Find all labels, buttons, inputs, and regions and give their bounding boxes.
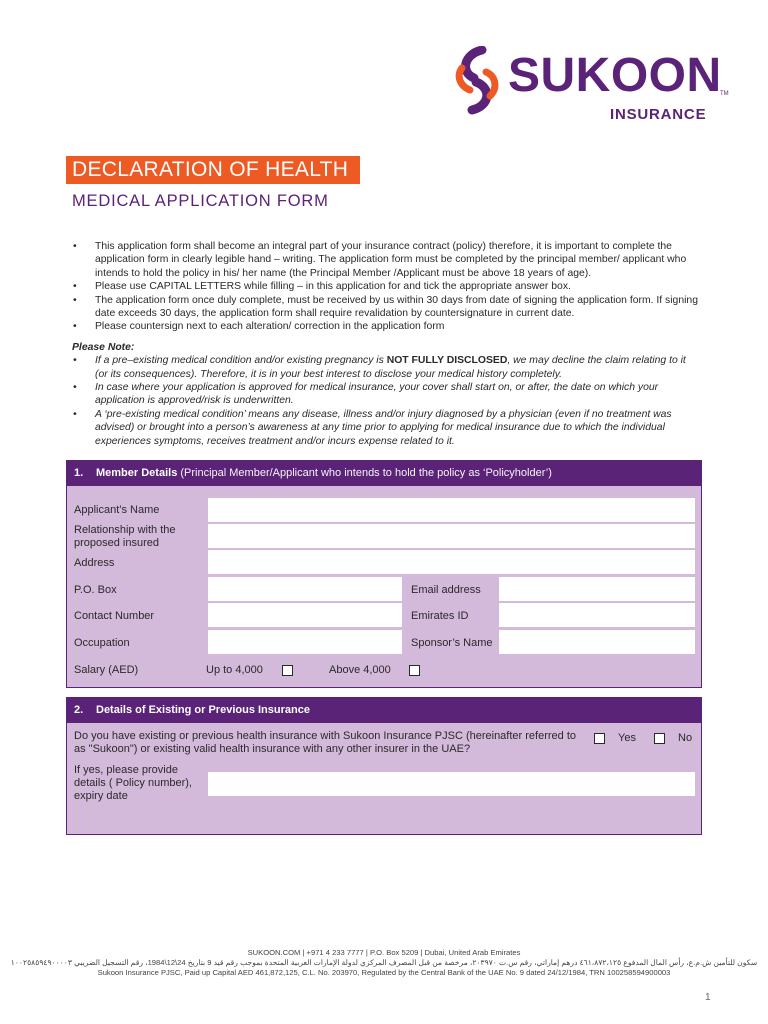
policy-details-input[interactable] <box>208 772 695 796</box>
instruction-item <box>72 280 700 293</box>
section-2-title: Details of Existing or Previous Insurance <box>96 704 310 716</box>
instruction-item <box>72 320 700 333</box>
salary-up-to-label: Up to 4,000 <box>206 664 263 676</box>
note-text: In case where your application is approved for medical insurance, your cover shall start on, or after, the date on which your application is approved/risk is underwritten. <box>95 382 659 407</box>
email-label: Email address <box>411 584 481 596</box>
salary-above-checkbox[interactable] <box>409 665 420 676</box>
instruction-text: The application form once duly complete, must be received by us within 30 days from date of signing the application form. If signing date exceeds 30 days, the application form shall require revalidation by countersignature in current date. <box>95 294 698 320</box>
page-number: 1 <box>705 992 711 1003</box>
sukoon-logo <box>452 46 727 126</box>
note-list <box>72 354 700 448</box>
logo-wordmark: SUKOON <box>508 49 722 102</box>
logo-trademark: TM <box>720 91 729 97</box>
instruction-emphasis: CAPITAL LETTERS <box>149 281 242 293</box>
occupation-input[interactable] <box>208 630 402 654</box>
relationship-label: Relationship with the proposed insured <box>74 524 176 549</box>
footer <box>0 948 768 978</box>
existing-insurance-yes-label: Yes <box>618 732 636 744</box>
note-text: , we may decline the claim relating to it (or its consequences). Therefore, it is in your best interest to disclose your medical history completely. <box>95 355 686 380</box>
note-item <box>72 408 700 448</box>
address-label: Address <box>74 557 115 569</box>
note-item <box>72 381 700 408</box>
footer-arabic: سكون للتأمين ش.م.ع، رأس المال المدفوع ٤٦١،٨٧٢،١٢٥ درهم إماراتي، رقم س.ت ٢٠٣٩٧٠، مرخصة من قبل المصرف المركزي لدولة الإمارات العربية المتحدة بموجب رقم قيد 9 بتاريخ 24\12\1984، رقم التسجيل الضريبي ١٠٠٢٥٨٥٩٤٩٠٠٠٠٣ <box>10 958 758 967</box>
section-1-number: 1. <box>74 467 84 479</box>
relationship-input[interactable] <box>208 524 695 548</box>
note-item <box>72 354 700 381</box>
contact-number-input[interactable] <box>208 603 402 627</box>
logo-subtitle: INSURANCE <box>610 106 707 123</box>
instruction-item <box>72 294 700 321</box>
instructions <box>72 240 700 448</box>
instruction-text: Please use <box>95 281 150 293</box>
note-text: If a pre–existing medical condition and/or existing pregnancy is <box>95 355 387 367</box>
email-input[interactable] <box>499 577 695 601</box>
sponsor-name-label: Sponsor’s Name <box>411 637 493 649</box>
note-text: A ‘pre-existing medical condition’ means any disease, illness and/or injury diagnosed by a physician (even if no treatment was advised) or brought into a person’s awareness at any time prior to applying for medical insurance due to which the individual experiences symptoms, receives treatment and/or incurs expense related to it. <box>95 408 672 447</box>
page-subtitle: MEDICAL APPLICATION FORM <box>72 192 329 210</box>
applicant-name-input[interactable] <box>208 498 695 522</box>
note-emphasis: NOT FULLY DISCLOSED <box>386 355 508 367</box>
address-input[interactable] <box>208 550 695 574</box>
section-1-header <box>66 460 702 486</box>
po-box-input[interactable] <box>208 577 402 601</box>
applicant-name-label: Applicant’s Name <box>74 504 160 516</box>
section-1-body <box>66 486 702 688</box>
po-box-label: P.O. Box <box>74 584 117 596</box>
footer-legal: Sukoon Insurance PJSC, Paid up Capital AED 461,872,125, C.L. No. 203970, Regulated by the Central Bank of the UAE No. 9 dated 24/12/1984, TRN 100258594900003 <box>97 968 671 977</box>
salary-above-label: Above 4,000 <box>329 664 391 676</box>
policy-details-label: If yes, please provide details ( Policy number), expiry date <box>74 764 192 802</box>
section-2-number: 2. <box>74 704 84 716</box>
salary-label: Salary (AED) <box>74 664 139 676</box>
existing-insurance-question: Do you have existing or previous health insurance with Sukoon Insurance PJSC (hereinafter referred to as "Sukoon") or existing valid health insurance with any other insurer in the UAE? <box>74 730 576 755</box>
note-title: Please Note: <box>72 341 135 353</box>
section-2-header <box>66 697 702 723</box>
instruction-text: Please countersign next to each alteration/ correction in the application form <box>95 321 445 333</box>
sukoon-logo-mark-icon <box>452 46 504 116</box>
section-1-title-text: Member Details <box>96 467 178 479</box>
section-1-title <box>96 460 552 486</box>
occupation-label: Occupation <box>74 637 130 649</box>
existing-insurance-no-label: No <box>678 732 693 744</box>
sponsor-name-input[interactable] <box>499 630 695 654</box>
emirates-id-input[interactable] <box>499 603 695 627</box>
emirates-id-label: Emirates ID <box>411 610 469 622</box>
contact-number-label: Contact Number <box>74 610 155 622</box>
footer-contact: SUKOON.COM | +971 4 233 7777 | P.O. Box 5209 | Dubai, United Arab Emirates <box>247 948 521 957</box>
instruction-text: while filling – in this application for and tick the appropriate answer box. <box>241 281 571 293</box>
section-1-subtitle: (Principal Member/Applicant who intends to hold the policy as ‘Policyholder’) <box>177 467 552 479</box>
page-title: DECLARATION OF HEALTH <box>66 156 360 184</box>
instruction-item <box>72 240 700 280</box>
section-2-body <box>66 723 702 835</box>
instruction-list <box>72 240 700 334</box>
existing-insurance-yes-checkbox[interactable] <box>594 733 605 744</box>
salary-up-to-checkbox[interactable] <box>282 665 293 676</box>
instruction-text: This application form shall become an integral part of your insurance contract (policy) therefore, it is important to complete the application form in clearly legible hand – writing. The application form must be completed by the principal member/ applicant who intends to hold the policy in his/ her name (the Principal Member /Applicant must be above 18 years of age). <box>95 241 687 279</box>
existing-insurance-no-checkbox[interactable] <box>654 733 665 744</box>
